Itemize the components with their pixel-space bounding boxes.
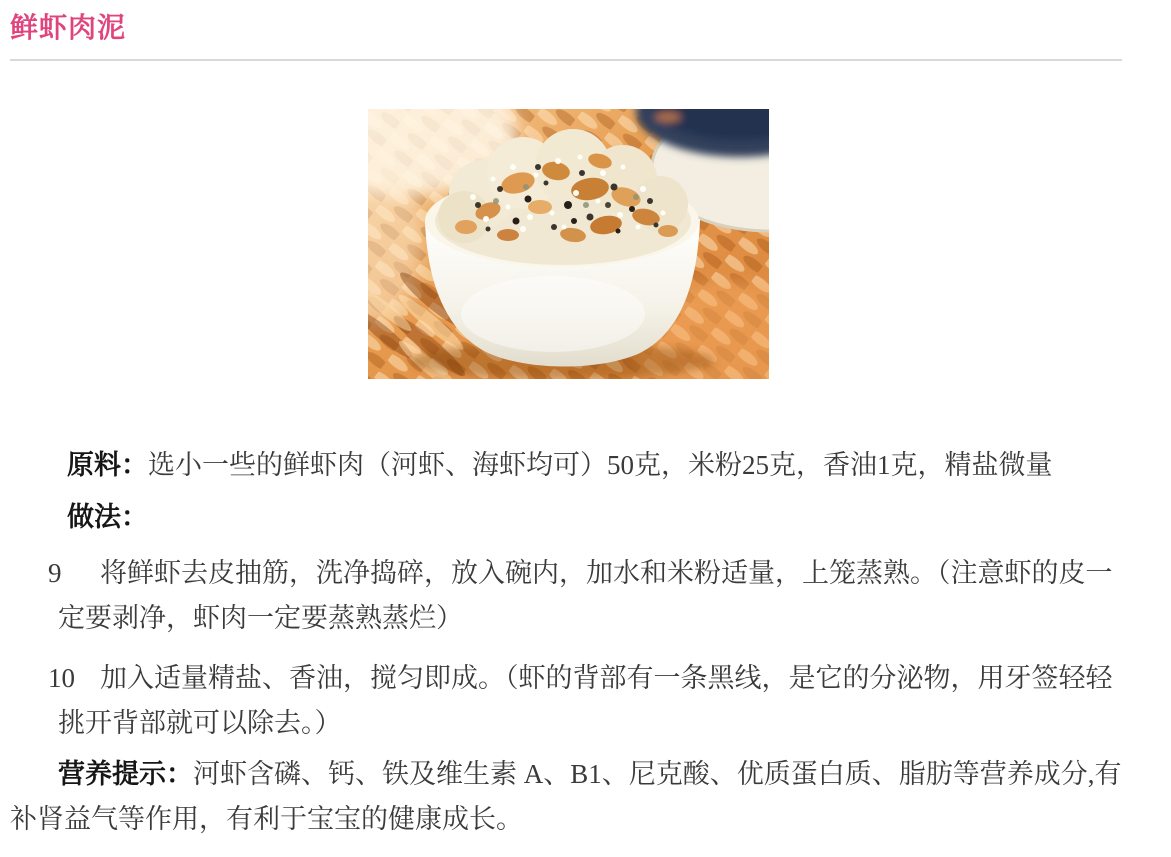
recipe-photo (368, 109, 769, 379)
step-number: 10 (48, 663, 75, 693)
ingredients-paragraph (10, 439, 1127, 491)
method-label: 做法： (67, 502, 148, 532)
step-number: 9 (48, 558, 62, 588)
step-text: 加入适量精盐、香油，搅匀即成。（虾的背部有一条黑线，是它的分泌物，用牙签轻轻挑开背部就可以除去。） (58, 663, 1113, 738)
recipe-text (10, 439, 1127, 842)
shrimp-rice-bowl-photo (368, 109, 769, 379)
title-divider (10, 59, 1122, 61)
nutrition-tip-label: 营养提示： (58, 759, 193, 789)
nutrition-tip-paragraph (10, 752, 1127, 842)
recipe-content (10, 109, 1127, 842)
recipe-document (0, 12, 1171, 857)
step-item (10, 656, 1127, 746)
nutrition-tip-text: 河虾含磷、钙、铁及维生素 A、B1、尼克酸、优质蛋白质、脂肪等营养成分,有补肾益气等作用，有利于宝宝的健康成长。 (10, 759, 1122, 834)
ingredients-label: 原料： (67, 450, 148, 480)
step-item (10, 551, 1127, 641)
method-paragraph (10, 491, 1127, 543)
ingredients-text: 选小一些的鲜虾肉（河虾、海虾均可）50克，米粉25克，香油1克，精盐微量 (148, 450, 1053, 480)
step-text: 将鲜虾去皮抽筋，洗净捣碎，放入碗内，加水和米粉适量，上笼蒸熟。（注意虾的皮一定要剥净，虾肉一定要蒸熟蒸烂） (58, 558, 1113, 633)
page-title: 鲜虾肉泥 (10, 13, 127, 44)
